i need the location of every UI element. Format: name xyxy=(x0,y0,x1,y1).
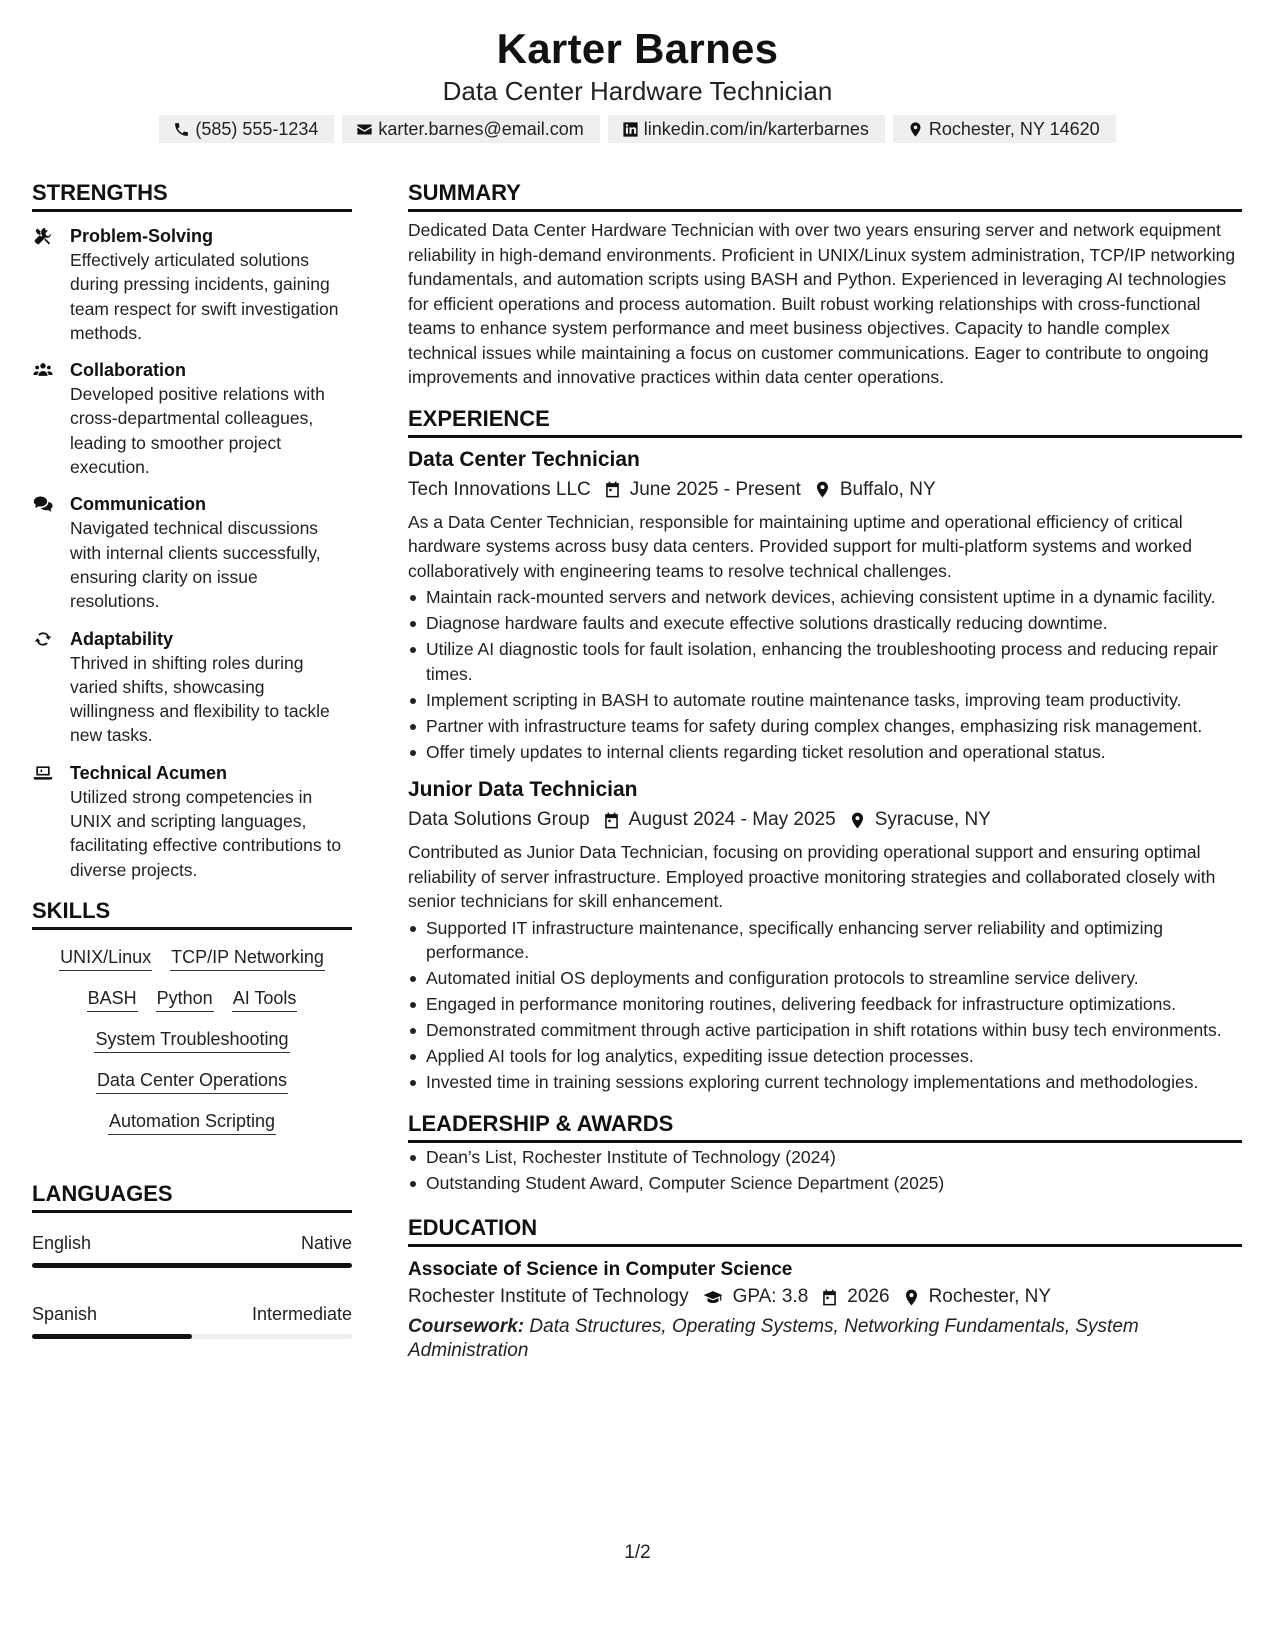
list-item: Engaged in performance monitoring routines, delivering feedback for infrastructure optimizations. xyxy=(408,992,1242,1017)
map-pin-icon xyxy=(813,480,832,499)
experience-heading: EXPERIENCE xyxy=(408,404,1242,438)
skill-tag: UNIX/Linux xyxy=(59,944,152,971)
strength-desc: Navigated technical discussions with internal clients successfully, ensuring clarity on issue resolutions. xyxy=(70,518,321,612)
strength-desc: Thrived in shifting roles during varied shifts, showcasing willingness and flexibility to tackle new tasks. xyxy=(70,652,330,746)
education-heading: EDUCATION xyxy=(408,1213,1242,1247)
language-level: Intermediate xyxy=(251,1303,352,1324)
strength-title: Problem-Solving xyxy=(70,226,214,246)
list-item: Partner with infrastructure teams for safety during complex changes, emphasizing risk management. xyxy=(408,714,1242,739)
contact-linkedin-text: linkedin.com/in/karterbarnes xyxy=(643,118,869,139)
contact-linkedin[interactable] xyxy=(608,115,885,143)
strength-item xyxy=(32,224,352,345)
sync-icon xyxy=(32,629,54,649)
users-icon xyxy=(32,360,54,380)
skill-tag: Python xyxy=(156,985,214,1012)
awards-list xyxy=(408,1145,1242,1196)
language-bar xyxy=(32,1263,352,1268)
languages-list xyxy=(32,1231,352,1339)
linkedin-icon xyxy=(622,121,639,138)
list-item: Demonstrated commitment through active participation in shift rotations within busy tech environments. xyxy=(408,1018,1242,1043)
left-column xyxy=(32,178,352,1373)
job-dates: August 2024 - May 2025 xyxy=(628,809,836,830)
list-item: Offer timely updates to internal clients regarding ticket resolution and operational status. xyxy=(408,740,1242,765)
map-pin-icon xyxy=(848,811,867,830)
language-level: Native xyxy=(300,1232,352,1253)
page-number: 1/2 xyxy=(624,1542,651,1563)
coursework-label: Coursework: xyxy=(408,1316,525,1337)
job-description: As a Data Center Technician, responsible for maintaining uptime and operational efficiency of critical hardware systems across busy data centers. Provided support for multi-platform systems and worked collaboratively with engineering teams to resolve technical challenges. xyxy=(408,511,1192,581)
job-title: Junior Data Technician xyxy=(408,778,638,801)
strengths-list xyxy=(32,224,352,882)
list-item: Outstanding Student Award, Computer Science Department (2025) xyxy=(408,1171,1242,1196)
education-school: Rochester Institute of Technology xyxy=(408,1286,689,1307)
calendar-icon xyxy=(603,480,622,499)
language-bar xyxy=(32,1334,352,1339)
job-bullets xyxy=(408,585,1242,764)
skill-tag: Data Center Operations xyxy=(96,1067,288,1094)
language-name: English xyxy=(32,1232,92,1253)
education-coursework xyxy=(408,1315,1242,1363)
language-name: Spanish xyxy=(32,1303,98,1324)
skill-tag: BASH xyxy=(87,985,138,1012)
job-location: Syracuse, NY xyxy=(874,809,991,830)
skill-tag: Automation Scripting xyxy=(108,1108,276,1135)
list-item: Applied AI tools for log analytics, expediting issue detection processes. xyxy=(408,1044,1242,1069)
list-item: Automated initial OS deployments and configuration protocols to streamline service delivery. xyxy=(408,966,1242,991)
calendar-icon xyxy=(602,811,621,830)
graduation-cap-icon xyxy=(701,1288,725,1307)
skill-tag: AI Tools xyxy=(232,985,298,1012)
job-meta xyxy=(408,476,1242,504)
skill-tag: TCP/IP Networking xyxy=(170,944,325,971)
contact-email[interactable] xyxy=(342,115,599,143)
laptop-icon xyxy=(32,763,54,783)
education-degree: Associate of Science in Computer Science xyxy=(408,1259,793,1280)
contact-location[interactable] xyxy=(893,115,1116,143)
strength-title: Technical Acumen xyxy=(70,762,228,783)
awards-heading: LEADERSHIP & AWARDS xyxy=(408,1109,1242,1143)
job-entry xyxy=(408,776,1242,1095)
education-meta xyxy=(408,1283,1242,1311)
list-item: Invested time in training sessions exploring current technology implementations and methodologies. xyxy=(408,1070,1242,1095)
education-gpa: GPA: 3.8 xyxy=(732,1286,809,1307)
job-company: Data Solutions Group xyxy=(408,809,590,830)
candidate-name: Karter Barnes xyxy=(496,25,779,72)
education-year: 2026 xyxy=(847,1286,890,1307)
job-dates: June 2025 - Present xyxy=(629,478,801,500)
coursework-list: Data Structures, Operating Systems, Networking Fundamentals, System Administration xyxy=(408,1316,1139,1361)
job-entry xyxy=(408,446,1242,765)
comments-icon xyxy=(32,494,54,514)
map-pin-icon xyxy=(902,1288,921,1307)
candidate-role: Data Center Hardware Technician xyxy=(442,76,833,106)
strength-title: Adaptability xyxy=(70,628,174,649)
contact-email-text: karter.barnes@email.com xyxy=(378,118,584,139)
map-pin-icon xyxy=(907,121,924,138)
strengths-heading: STRENGTHS xyxy=(32,178,352,212)
strength-desc: Effectively articulated solutions during pressing incidents, gaining team respect for swift investigation methods. xyxy=(70,250,339,343)
summary-heading: SUMMARY xyxy=(408,178,1242,212)
job-bullets xyxy=(408,916,1242,1095)
language-item xyxy=(32,1302,352,1339)
strength-title: Collaboration xyxy=(70,360,186,381)
job-location: Buffalo, NY xyxy=(839,478,936,500)
list-item: Maintain rack-mounted servers and network devices, achieving consistent uptime in a dynamic facility. xyxy=(408,585,1242,610)
skills-heading: SKILLS xyxy=(32,896,352,930)
contact-phone-text: (585) 555-1234 xyxy=(195,118,319,139)
envelope-icon xyxy=(356,121,373,138)
language-bar-fill xyxy=(32,1334,192,1339)
language-item xyxy=(32,1231,352,1268)
skill-tag: System Troubleshooting xyxy=(94,1026,289,1053)
list-item: Diagnose hardware faults and execute effective solutions drastically reducing downtime. xyxy=(408,611,1242,636)
languages-heading: LANGUAGES xyxy=(32,1179,352,1213)
education-location: Rochester, NY xyxy=(928,1286,1052,1307)
list-item: Utilize AI diagnostic tools for fault isolation, enhancing the troubleshooting process and reducing repair times. xyxy=(408,637,1242,686)
job-title: Data Center Technician xyxy=(408,447,640,471)
language-bar-fill xyxy=(32,1263,352,1268)
strength-item xyxy=(32,358,352,479)
list-item: Dean’s List, Rochester Institute of Technology (2024) xyxy=(408,1145,1242,1170)
tools-icon xyxy=(32,226,54,246)
list-item: Implement scripting in BASH to automate routine maintenance tasks, improving team productivity. xyxy=(408,688,1242,713)
strength-item xyxy=(32,627,352,748)
calendar-icon xyxy=(820,1288,839,1307)
right-column xyxy=(408,178,1242,1363)
job-description: Contributed as Junior Data Technician, focusing on providing operational support and ensuring optimal reliability of server infrastructure. Employed proactive monitoring strategies and collaborated closely with senior technicians for skill enhancement. xyxy=(408,842,1216,911)
job-company: Tech Innovations LLC xyxy=(408,478,591,500)
strength-desc: Utilized strong competencies in UNIX and scripting languages, facilitating effective contributions to diverse projects. xyxy=(70,786,342,880)
contact-location-text: Rochester, NY 14620 xyxy=(928,118,1100,139)
contact-phone[interactable] xyxy=(159,115,334,143)
strength-item xyxy=(32,761,352,882)
list-item: Supported IT infrastructure maintenance, specifically enhancing server reliability and optimizing performance. xyxy=(408,916,1242,965)
skills-list xyxy=(32,944,352,1135)
strength-title: Communication xyxy=(70,494,207,515)
strength-desc: Developed positive relations with cross-departmental colleagues, leading to smoother project execution. xyxy=(70,384,325,478)
summary-text: Dedicated Data Center Hardware Technician with over two years ensuring server and network equipment reliability in high-demand environments. Proficient in UNIX/Linux system administration, TCP/IP networking fundamentals, and automation scripts using BASH and Python. Experienced in leveraging AI technologies for efficient operations and process automation. Built robust working relationships with cross-functional teams to enhance system performance and meet business objectives. Capacity to handle complex technical issues while maintaining a focus on customer communications. Eager to contribute to ongoing improvements and innovative practices within data center operations. xyxy=(408,220,1236,387)
strength-item xyxy=(32,492,352,613)
phone-icon xyxy=(173,121,190,138)
resume-header xyxy=(0,24,1275,143)
contact-bar xyxy=(0,115,1275,143)
job-meta xyxy=(408,806,1242,834)
